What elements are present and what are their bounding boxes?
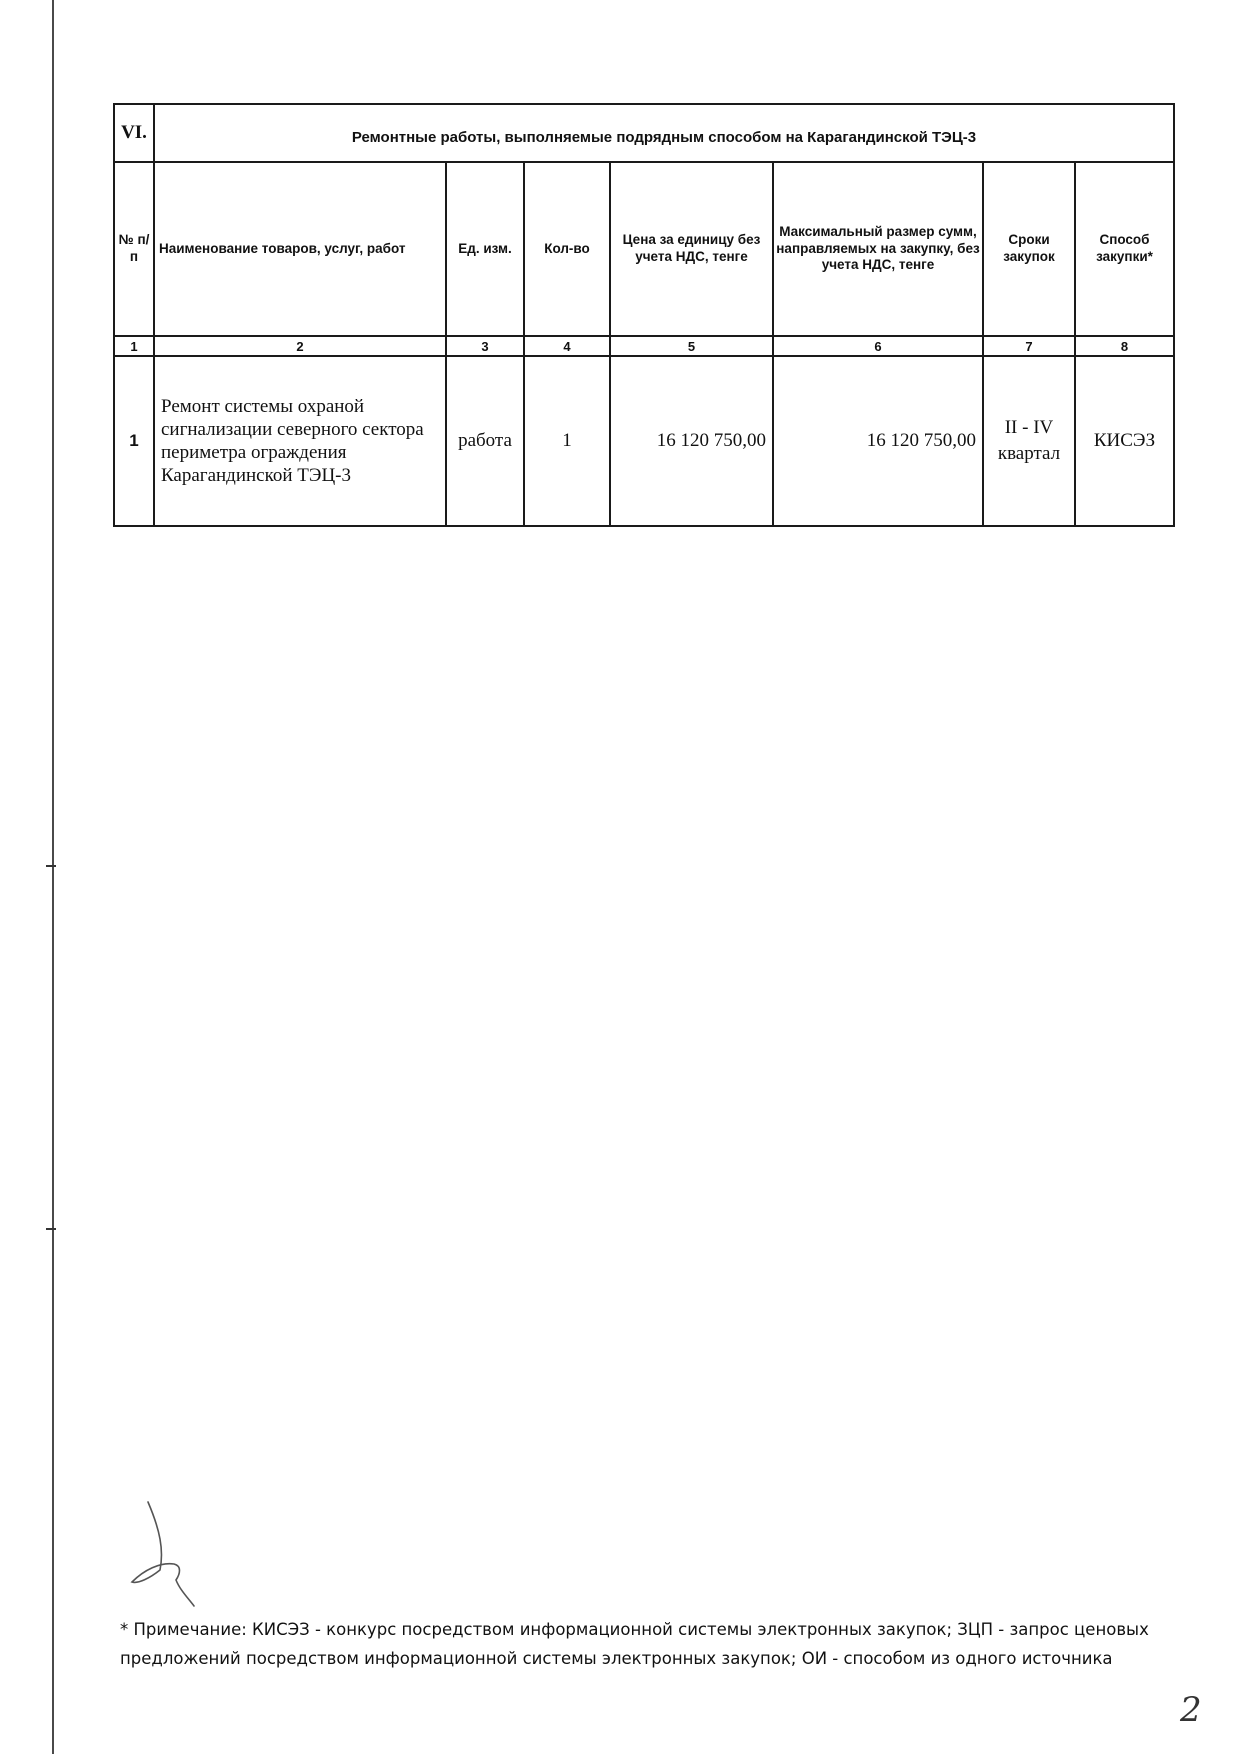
column-index: 8 <box>1075 336 1174 356</box>
footnote: * Примечание: КИСЭЗ - конкурс посредством информационной системы электронных закупок; ЗЦП - запрос ценовых предложений посредством информационной системы электронных закупок; ОИ - способом из одного источника <box>120 1620 1149 1668</box>
section-header-row <box>114 104 1174 162</box>
item-name: Ремонт системы охраной сигнализации северного сектора периметра ограждения Карагандинской ТЭЦ-3 <box>154 356 446 526</box>
column-index: 6 <box>773 336 983 356</box>
item-unit: работа <box>446 356 524 526</box>
item-period <box>983 356 1075 526</box>
column-index-row <box>114 336 1174 356</box>
procurement-table <box>113 103 1175 527</box>
section-title: Ремонтные работы, выполняемые подрядным способом на Карагандинской ТЭЦ-3 <box>154 104 1174 162</box>
binding-tick <box>46 865 56 867</box>
row-number: 1 <box>114 356 154 526</box>
header-unit: Ед. изм. <box>446 162 524 336</box>
table-row <box>114 356 1174 526</box>
page-number: 2 <box>1180 1690 1202 1730</box>
binding-tick <box>46 1228 56 1230</box>
column-index: 1 <box>114 336 154 356</box>
item-qty: 1 <box>524 356 610 526</box>
item-price: 16 120 750,00 <box>610 356 773 526</box>
binding-line <box>52 0 54 1754</box>
item-period-unit: квартал <box>997 443 1061 464</box>
section-number: VI. <box>114 104 154 162</box>
column-index: 3 <box>446 336 524 356</box>
signature-mark <box>130 1500 220 1610</box>
column-index: 5 <box>610 336 773 356</box>
header-period: Сроки закупок <box>983 162 1075 336</box>
header-max-sum: Максимальный размер сумм, направляемых на закупку, без учета НДС, тенге <box>773 162 983 336</box>
header-qty: Кол-во <box>524 162 610 336</box>
column-header-row <box>114 162 1174 336</box>
item-method: КИСЭЗ <box>1075 356 1174 526</box>
column-index: 7 <box>983 336 1075 356</box>
column-index: 2 <box>154 336 446 356</box>
item-period-range: II - IV <box>1004 417 1054 439</box>
column-index: 4 <box>524 336 610 356</box>
header-method: Способ закупки* <box>1075 162 1174 336</box>
header-num: № п/п <box>114 162 154 336</box>
item-max-sum: 16 120 750,00 <box>773 356 983 526</box>
header-name: Наименование товаров, услуг, работ <box>154 162 446 336</box>
header-price: Цена за единицу без учета НДС, тенге <box>610 162 773 336</box>
